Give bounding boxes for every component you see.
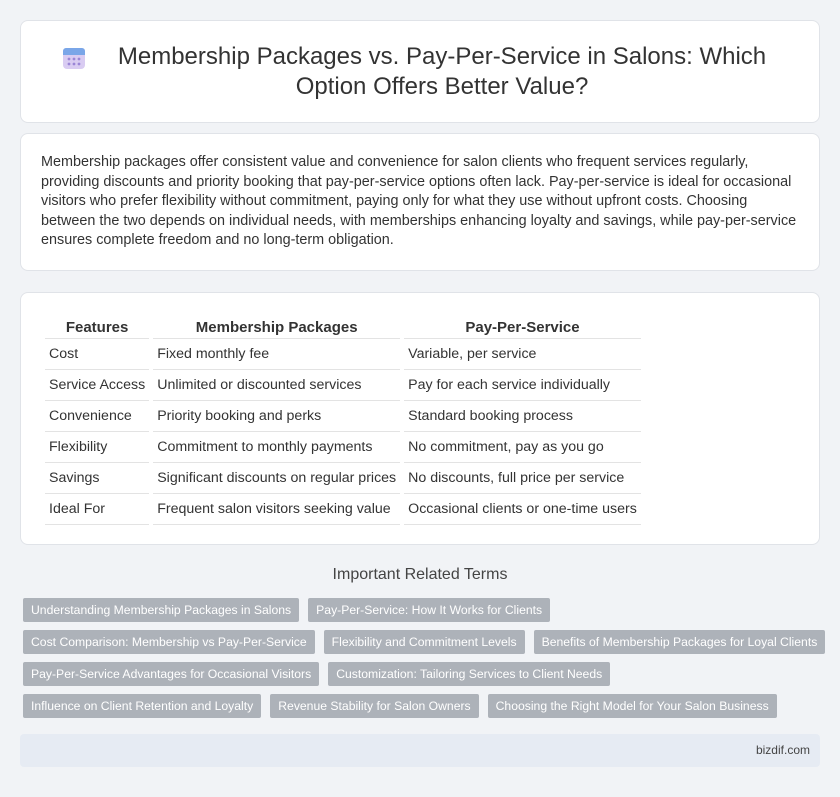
summary-card xyxy=(20,133,820,271)
table-cell: Fixed monthly fee xyxy=(153,339,400,370)
column-header-membership: Membership Packages xyxy=(153,317,400,339)
column-header-features: Features xyxy=(45,317,149,339)
related-term-link[interactable]: Influence on Client Retention and Loyalty xyxy=(23,694,261,718)
related-term-link[interactable]: Pay-Per-Service Advantages for Occasional Visitors xyxy=(23,662,319,686)
table-header-row xyxy=(45,317,641,339)
table-cell: Cost xyxy=(45,339,149,370)
related-term-link[interactable]: Understanding Membership Packages in Salons xyxy=(23,598,299,622)
table-cell: Variable, per service xyxy=(404,339,641,370)
tag-row xyxy=(23,662,823,686)
table-cell: Pay for each service individually xyxy=(404,370,641,401)
tag-row xyxy=(23,630,823,654)
related-term-link[interactable]: Revenue Stability for Salon Owners xyxy=(270,694,478,718)
comparison-table xyxy=(41,317,645,525)
table-row xyxy=(45,494,641,525)
comparison-table-card xyxy=(20,292,820,545)
table-cell: Service Access xyxy=(45,370,149,401)
related-term-link[interactable]: Flexibility and Commitment Levels xyxy=(324,630,525,654)
related-terms-list xyxy=(23,598,823,726)
summary-text: Membership packages offer consistent value and convenience for salon clients who frequent services regularly, providing discounts and priority booking that pay-per-service options often lack. Pay-per-service is ideal for occasional visitors who prefer flexibility without commitment, paying only for what they use without upfront costs. Choosing between the two depends on individual needs, with memberships enhancing loyalty and savings, while pay-per-service ensures complete freedom and no long-term obligation. xyxy=(41,154,797,248)
related-term-link[interactable]: Customization: Tailoring Services to Client Needs xyxy=(328,662,610,686)
table-cell: Convenience xyxy=(45,401,149,432)
table-cell: Frequent salon visitors seeking value xyxy=(153,494,400,525)
footer-brand[interactable]: bizdif.com xyxy=(755,743,810,757)
calendar-icon xyxy=(61,45,87,71)
table-row xyxy=(45,401,641,432)
table-cell: Savings xyxy=(45,463,149,494)
table-row xyxy=(45,463,641,494)
related-term-link[interactable]: Pay-Per-Service: How It Works for Clients xyxy=(308,598,550,622)
title-row xyxy=(21,21,819,122)
related-terms-title: Important Related Terms xyxy=(332,566,508,583)
related-term-link[interactable]: Benefits of Membership Packages for Loyal Clients xyxy=(534,630,826,654)
column-header-pay-per-service: Pay-Per-Service xyxy=(404,317,641,339)
table-row xyxy=(45,370,641,401)
table-cell: Occasional clients or one-time users xyxy=(404,494,641,525)
table-cell: Standard booking process xyxy=(404,401,641,432)
related-term-link[interactable]: Choosing the Right Model for Your Salon Business xyxy=(488,694,777,718)
table-cell: No discounts, full price per service xyxy=(404,463,641,494)
table-cell: No commitment, pay as you go xyxy=(404,432,641,463)
table-row xyxy=(45,432,641,463)
title-card xyxy=(20,20,820,123)
table-cell: Flexibility xyxy=(45,432,149,463)
table-cell: Ideal For xyxy=(45,494,149,525)
page-title: Membership Packages vs. Pay-Per-Service in Salons: Which Option Offers Better Value? xyxy=(117,42,767,100)
table-cell: Significant discounts on regular prices xyxy=(153,463,400,494)
table-cell: Unlimited or discounted services xyxy=(153,370,400,401)
table-cell: Priority booking and perks xyxy=(153,401,400,432)
related-term-link[interactable]: Cost Comparison: Membership vs Pay-Per-Service xyxy=(23,630,315,654)
table-row xyxy=(45,339,641,370)
tag-row xyxy=(23,598,823,622)
tag-row xyxy=(23,694,823,718)
table-cell: Commitment to monthly payments xyxy=(153,432,400,463)
footer xyxy=(20,734,820,767)
